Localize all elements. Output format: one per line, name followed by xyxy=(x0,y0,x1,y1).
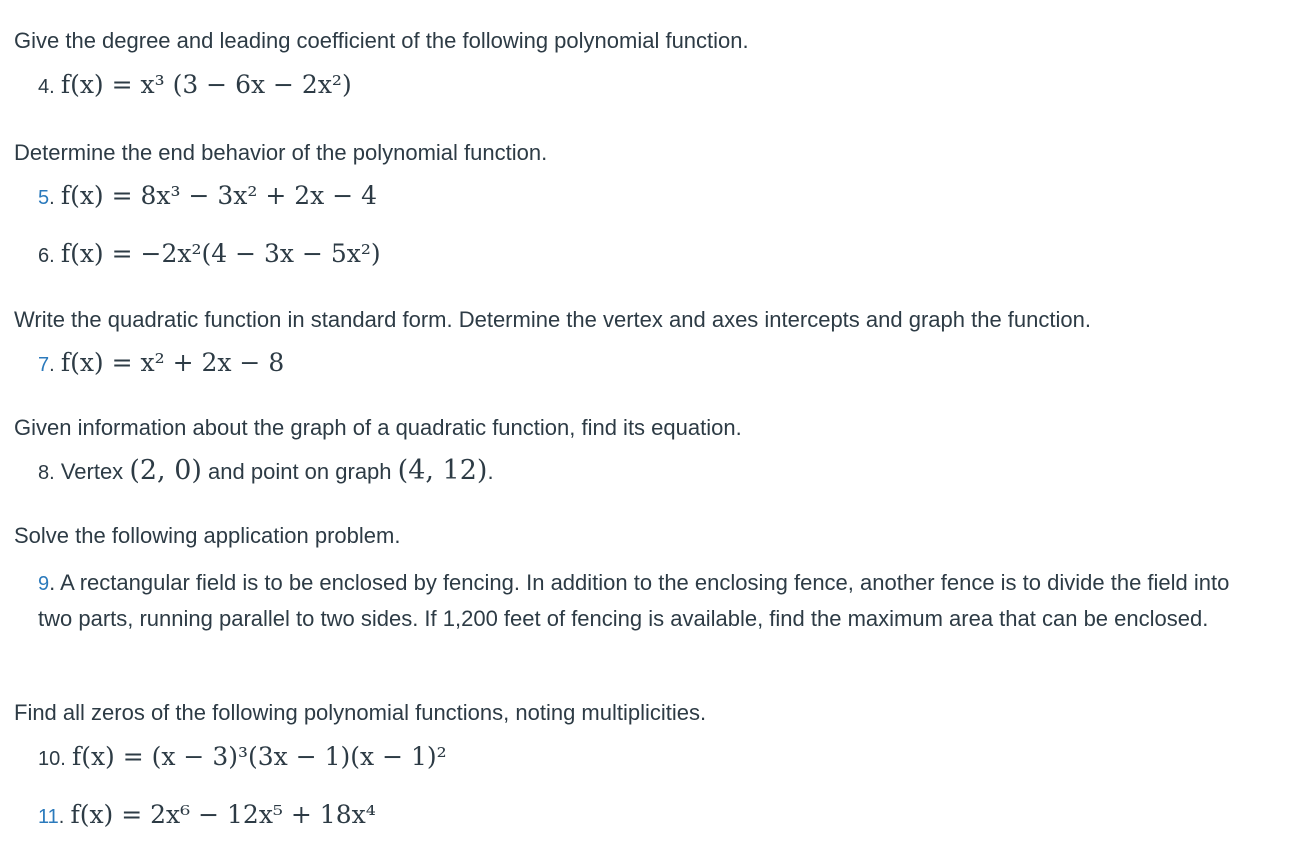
problem-expression: f(x) = 8x³ − 3x² + 2x − 4 xyxy=(60,181,377,210)
problem-dot: . xyxy=(49,76,55,98)
problem-expression: f(x) = x² + 2x − 8 xyxy=(60,348,285,377)
problem-dot: . xyxy=(49,570,56,595)
problem-7[interactable] xyxy=(38,348,284,377)
problem-dot: . xyxy=(60,748,66,770)
problem-10 xyxy=(38,742,447,771)
problem-dot: . xyxy=(49,245,55,267)
problem-6 xyxy=(38,239,381,268)
instruction-application: Solve the following application problem. xyxy=(14,523,401,548)
problem-number-link[interactable]: 5 xyxy=(38,187,50,209)
problem-dot: . xyxy=(49,187,55,209)
instruction-end-behavior: Determine the end behavior of the polynomial function. xyxy=(14,140,548,165)
problem-8 xyxy=(38,455,494,486)
problem-number: 4 xyxy=(38,76,50,98)
problem-expression: f(x) = −2x²(4 − 3x − 5x²) xyxy=(60,239,381,268)
problem-text-point: and point on graph xyxy=(208,459,392,484)
problem-text: A rectangular field is to be enclosed by fencing. In addition to the enclosing fence, another fence is to divide the field into two parts, running parallel to two sides. If 1,200 feet of fencing is available, find the maximum area that can be enclosed. xyxy=(38,570,1230,631)
vertex-value: (2, 0) xyxy=(129,455,202,486)
instruction-zeros: Find all zeros of the following polynomial functions, noting multiplicities. xyxy=(14,700,707,725)
problem-number-link[interactable]: 7 xyxy=(38,354,50,376)
problem-expression: f(x) = 2x⁶ − 12x⁵ + 18x⁴ xyxy=(70,800,376,829)
problem-end: . xyxy=(487,459,494,484)
instruction-find-equation: Given information about the graph of a quadratic function, find its equation. xyxy=(14,415,742,440)
problem-9[interactable] xyxy=(38,566,1238,636)
problem-dot: . xyxy=(58,806,65,828)
problem-number: 8 xyxy=(38,462,50,484)
problem-5[interactable] xyxy=(38,181,377,210)
problem-expression: f(x) = x³ (3 − 6x − 2x²) xyxy=(60,70,352,99)
point-value: (4, 12) xyxy=(397,455,488,486)
problem-text-vertex: Vertex xyxy=(60,459,124,484)
problem-4 xyxy=(38,70,352,99)
instruction-degree: Give the degree and leading coefficient of the following polynomial function. xyxy=(14,28,749,53)
problem-dot: . xyxy=(49,462,55,484)
problem-number: 10 xyxy=(38,748,61,770)
problem-number: 6 xyxy=(38,245,50,267)
problem-number-link[interactable]: 11 xyxy=(38,806,59,828)
instruction-quadratic: Write the quadratic function in standard form. Determine the vertex and axes intercepts and graph the function. xyxy=(14,307,1091,332)
problem-11[interactable] xyxy=(38,800,376,829)
problem-dot: . xyxy=(49,354,55,376)
problem-expression: f(x) = (x − 3)³(3x − 1)(x − 1)² xyxy=(71,742,447,771)
problem-number-link[interactable]: 9 xyxy=(38,573,50,595)
